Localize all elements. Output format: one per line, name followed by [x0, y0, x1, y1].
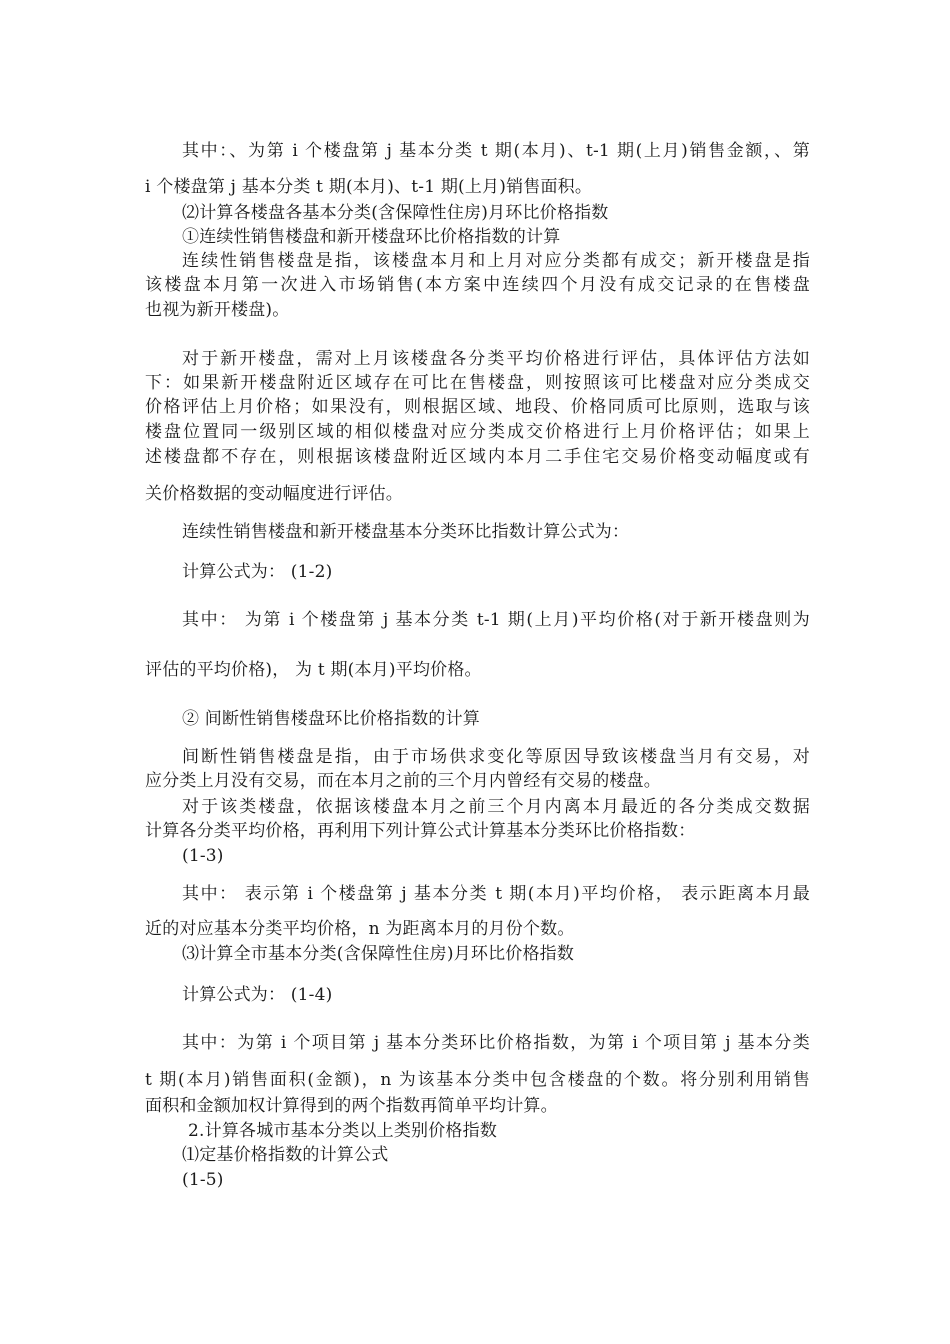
text-line: 评估的平均价格)， 为 t 期(本月)平均价格。	[145, 660, 482, 680]
formula-line: (1-5)	[182, 1170, 224, 1190]
subsection-heading: ①连续性销售楼盘和新开楼盘环比价格指数的计算	[182, 227, 561, 247]
section-heading: ⑵计算各楼盘各基本分类(含保障性住房)月环比价格指数	[182, 203, 609, 223]
text-line: 其中： 为第 i 个楼盘第 j 基本分类 t-1 期(上月)平均价格(对于新开楼盘则为	[182, 610, 810, 630]
text-line: 间断性销售楼盘是指，由于市场供求变化等原因导致该楼盘当月有交易，对	[182, 747, 810, 767]
text-line: t 期(本月)销售面积(金额)，n 为该基本分类中包含楼盘的个数。将分别利用销售	[145, 1070, 810, 1090]
text-line: 计算各分类平均价格，再利用下列计算公式计算基本分类环比价格指数：	[145, 821, 696, 841]
text-line: 面积和金额加权计算得到的两个指数再简单平均计算。	[145, 1096, 558, 1116]
text-line: 其中：、为第 i 个楼盘第 j 基本分类 t 期(本月)、t-1 期(上月)销售金额，、第	[182, 141, 810, 161]
text-line: 连续性销售楼盘和新开楼盘基本分类环比指数计算公式为：	[182, 522, 630, 542]
formula-line: 计算公式为： (1-4)	[182, 985, 333, 1005]
text-line: 也视为新开楼盘)。	[145, 300, 290, 320]
subsection-heading: ⑴定基价格指数的计算公式	[182, 1145, 389, 1165]
text-line: 连续性销售楼盘是指，该楼盘本月和上月对应分类都有成交；新开楼盘是指	[182, 251, 810, 271]
text-line: 其中： 表示第 i 个楼盘第 j 基本分类 t 期(本月)平均价格， 表示距离本月最	[182, 884, 810, 904]
formula-line: 计算公式为： (1-2)	[182, 562, 333, 582]
text-line: 该楼盘本月第一次进入市场销售(本方案中连续四个月没有成交记录的在售楼盘	[145, 275, 810, 295]
text-line: 价格评估上月价格；如果没有，则根据区域、地段、价格同质可比原则，选取与该	[145, 397, 810, 417]
text-line: 楼盘位置同一级别区域的相似楼盘对应分类成交价格进行上月价格评估；如果上	[145, 422, 810, 442]
text-line: i 个楼盘第 j 基本分类 t 期(本月)、t-1 期(上月)销售面积。	[145, 177, 593, 197]
text-line: 述楼盘都不存在，则根据该楼盘附近区域内本月二手住宅交易价格变动幅度或有	[145, 447, 810, 467]
text-line: 其中：为第 i 个项目第 j 基本分类环比价格指数，为第 i 个项目第 j 基本分类	[182, 1033, 810, 1053]
section-heading: 2.计算各城市基本分类以上类别价格指数	[188, 1121, 498, 1141]
text-line: 下：如果新开楼盘附近区域存在可比在售楼盘，则按照该可比楼盘对应分类成交	[145, 373, 810, 393]
text-line: 关价格数据的变动幅度进行评估。	[145, 484, 403, 504]
formula-line: (1-3)	[182, 846, 224, 866]
text-line: 近的对应基本分类平均价格，n 为距离本月的月份个数。	[145, 919, 575, 939]
text-line: 应分类上月没有交易，而在本月之前的三个月内曾经有交易的楼盘。	[145, 771, 661, 791]
subsection-heading: ② 间断性销售楼盘环比价格指数的计算	[182, 709, 481, 729]
text-line: 对于新开楼盘，需对上月该楼盘各分类平均价格进行评估，具体评估方法如	[182, 349, 810, 369]
text-line: 对于该类楼盘，依据该楼盘本月之前三个月内离本月最近的各分类成交数据	[182, 797, 810, 817]
section-heading: ⑶计算全市基本分类(含保障性住房)月环比价格指数	[182, 944, 575, 964]
